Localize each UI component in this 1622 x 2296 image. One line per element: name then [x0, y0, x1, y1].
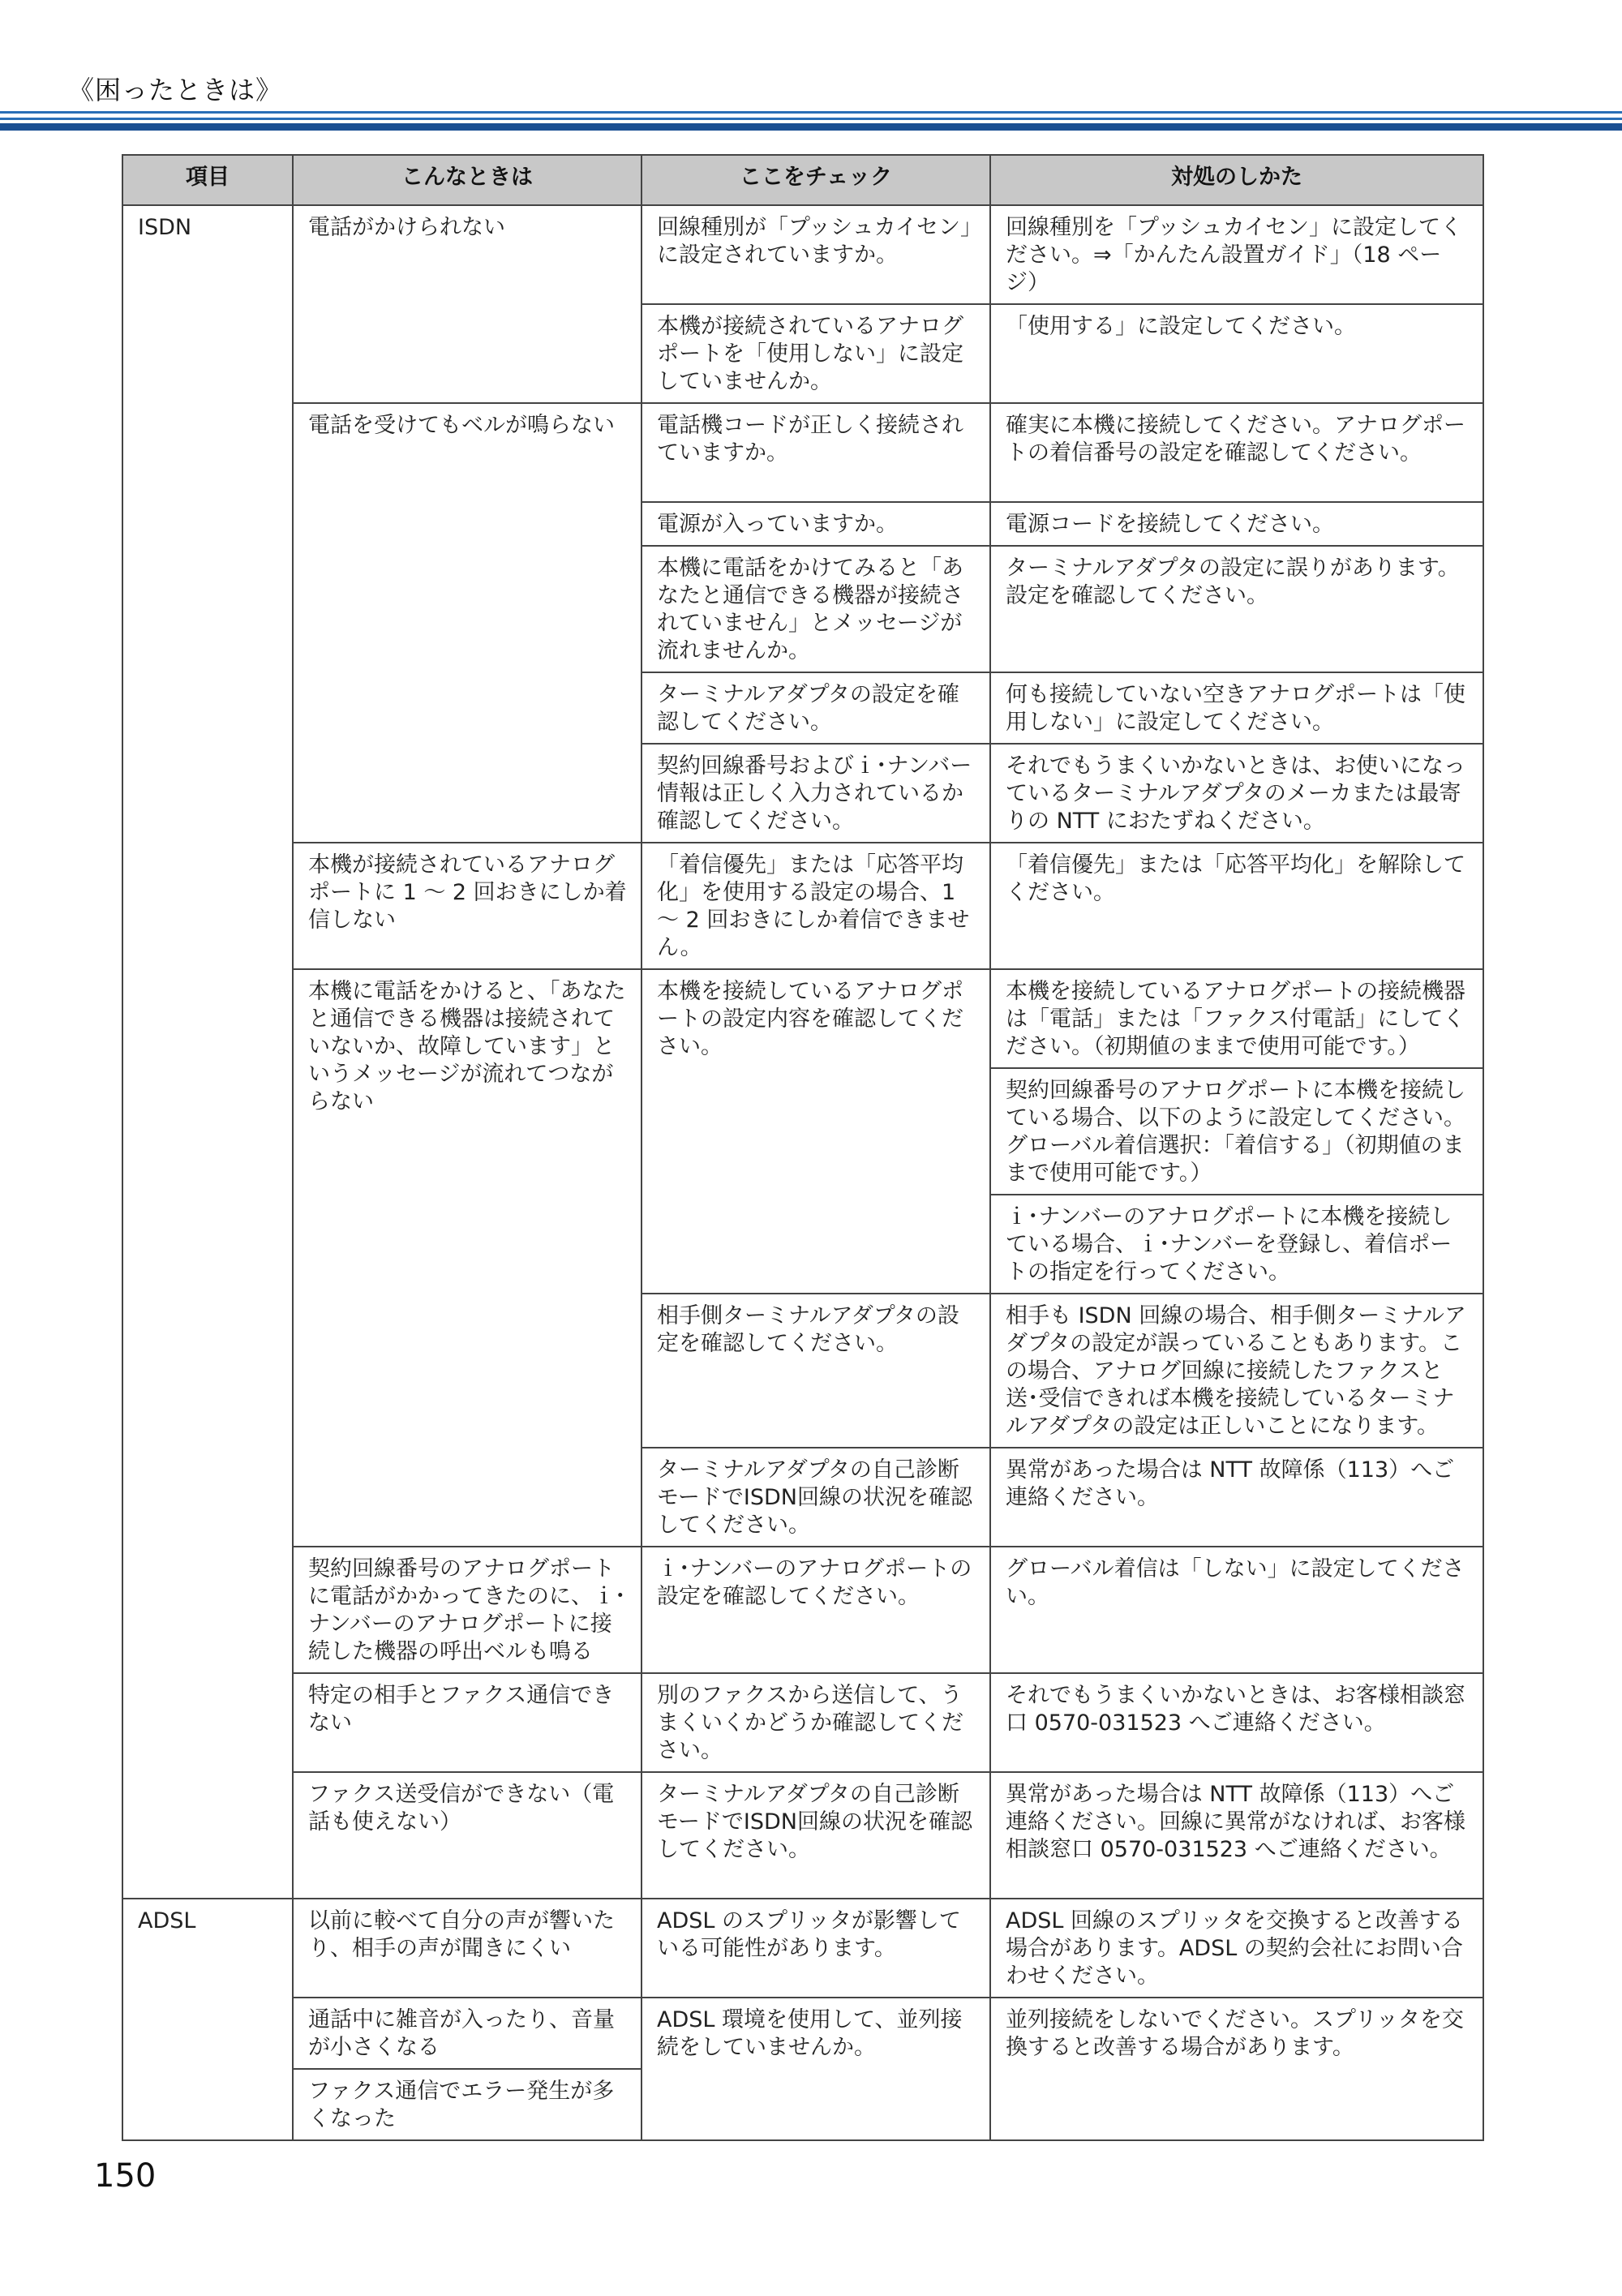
symptom-cell: ファクス通信でエラー発生が多くなった	[293, 2069, 642, 2140]
remedy-cell: 本機を接続しているアナログポートの接続機器は「電話」または「ファクス付電話」にしてください。（初期値のままで使用可能です。）	[990, 969, 1483, 1068]
remedy-cell: ターミナルアダプタの設定に誤りがあります。設定を確認してください。	[990, 546, 1483, 672]
check-cell: 別のファクスから送信して、うまくいくかどうか確認してください。	[642, 1673, 990, 1772]
remedy-cell: それでもうまくいかないときは、お使いになっているターミナルアダプタのメーカまたは最寄りの NTT におたずねください。	[990, 744, 1483, 843]
symptom-cell: ファクス送受信ができない（電話も使えない）	[293, 1772, 642, 1899]
check-cell: ｉ･ナンバーのアナログポートの設定を確認してください。	[642, 1547, 990, 1673]
check-cell: 電話機コードが正しく接続されていますか。	[642, 403, 990, 502]
table-row	[122, 1547, 1483, 1673]
header-rule	[0, 111, 1622, 114]
header-rule	[0, 123, 1622, 131]
remedy-cell: 確実に本機に接続してください。アナログポートの着信番号の設定を確認してください。	[990, 403, 1483, 502]
symptom-cell: 特定の相手とファクス通信できない	[293, 1673, 642, 1772]
remedy-cell: 「使用する」に設定してください。	[990, 304, 1483, 403]
remedy-cell: ADSL 回線のスプリッタを交換すると改善する場合があります。ADSL の契約会社にお問い合わせください。	[990, 1899, 1483, 1998]
remedy-cell: 何も接続していない空きアナログポートは「使用しない」に設定してください。	[990, 672, 1483, 744]
table-row	[122, 1673, 1483, 1772]
check-cell: 本機を接続しているアナログポートの設定内容を確認してください。	[642, 969, 990, 1294]
remedy-cell: 並列接続をしないでください。スプリッタを交換すると改善する場合があります。	[990, 1998, 1483, 2140]
remedy-cell: 「着信優先」または「応答平均化」を解除してください。	[990, 843, 1483, 969]
check-cell: 回線種別が「プッシュカイセン」に設定されていますか。	[642, 205, 990, 304]
header-remedy: 対処のしかた	[990, 155, 1483, 205]
symptom-cell: 電話を受けてもベルが鳴らない	[293, 403, 642, 843]
check-cell: ADSL 環境を使用して、並列接続をしていませんか。	[642, 1998, 990, 2140]
header-item: 項目	[122, 155, 293, 205]
remedy-cell: 異常があった場合は NTT 故障係（113）へご連絡ください。回線に異常がなければ、お客様相談窓口 0570-031523 へご連絡ください。	[990, 1772, 1483, 1899]
remedy-cell: それでもうまくいかないときは、お客様相談窓口 0570-031523 へご連絡ください。	[990, 1673, 1483, 1772]
symptom-cell: 以前に較べて自分の声が響いたり、相手の声が聞きにくい	[293, 1899, 642, 1998]
section-title: 《困ったときは》	[68, 75, 283, 105]
symptom-cell: 契約回線番号のアナログポートに電話がかかってきたのに、ｉ･ナンバーのアナログポートに接続した機器の呼出ベルも鳴る	[293, 1547, 642, 1673]
item-cell: ISDN	[122, 205, 293, 1899]
check-cell: 契約回線番号およびｉ･ナンバー情報は正しく入力されているか確認してください。	[642, 744, 990, 843]
check-cell: ターミナルアダプタの自己診断モードでISDN回線の状況を確認してください。	[642, 1772, 990, 1899]
check-cell: 電源が入っていますか。	[642, 502, 990, 546]
table-row	[122, 843, 1483, 969]
check-cell: 相手側ターミナルアダプタの設定を確認してください。	[642, 1294, 990, 1448]
table-row	[122, 1899, 1483, 1998]
remedy-cell: 相手も ISDN 回線の場合、相手側ターミナルアダプタの設定が誤っていることもあります。この場合、アナログ回線に接続したファクスと送･受信できれば本機を接続しているターミナルアダプタの設定は正しいことになります。	[990, 1294, 1483, 1448]
table-row	[122, 1998, 1483, 2069]
page-number: 150	[94, 2157, 157, 2195]
symptom-cell: 通話中に雑音が入ったり、音量が小さくなる	[293, 1998, 642, 2069]
table-header-row	[122, 155, 1483, 205]
symptom-cell: 本機が接続されているアナログポートに 1 〜 2 回おきにしか着信しない	[293, 843, 642, 969]
remedy-cell: 契約回線番号のアナログポートに本機を接続している場合、以下のように設定してください。グローバル着信選択：「着信する」（初期値のままで使用可能です。）	[990, 1068, 1483, 1195]
remedy-cell: 異常があった場合は NTT 故障係（113）へご連絡ください。	[990, 1448, 1483, 1547]
symptom-cell: 電話がかけられない	[293, 205, 642, 403]
troubleshooting-table	[122, 154, 1484, 2141]
table-row	[122, 1772, 1483, 1899]
check-cell: ターミナルアダプタの設定を確認してください。	[642, 672, 990, 744]
remedy-cell: グローバル着信は「しない」に設定してください。	[990, 1547, 1483, 1673]
check-cell: 「着信優先」または「応答平均化」を使用する設定の場合、1 〜 2 回おきにしか着信できません。	[642, 843, 990, 969]
check-cell: 本機に電話をかけてみると「あなたと通信できる機器が接続されていません」とメッセージが流れませんか。	[642, 546, 990, 672]
remedy-cell: ｉ･ナンバーのアナログポートに本機を接続している場合、ｉ･ナンバーを登録し、着信ポートの指定を行ってください。	[990, 1195, 1483, 1294]
item-cell: ADSL	[122, 1899, 293, 2140]
header-symptom: こんなときは	[293, 155, 642, 205]
remedy-cell: 回線種別を「プッシュカイセン」に設定してください。⇒「かんたん設置ガイド」（18 ページ）	[990, 205, 1483, 304]
table-row	[122, 205, 1483, 304]
header-rule	[0, 118, 1622, 120]
symptom-cell: 本機に電話をかけると、「あなたと通信できる機器は接続されていないか、故障しています」というメッセージが流れてつながらない	[293, 969, 642, 1547]
header-check: ここをチェック	[642, 155, 990, 205]
check-cell: ターミナルアダプタの自己診断モードでISDN回線の状況を確認してください。	[642, 1448, 990, 1547]
remedy-cell: 電源コードを接続してください。	[990, 502, 1483, 546]
check-cell: 本機が接続されているアナログポートを「使用しない」に設定していませんか。	[642, 304, 990, 403]
check-cell: ADSL のスプリッタが影響している可能性があります。	[642, 1899, 990, 1998]
table-row	[122, 969, 1483, 1068]
table-row	[122, 403, 1483, 502]
